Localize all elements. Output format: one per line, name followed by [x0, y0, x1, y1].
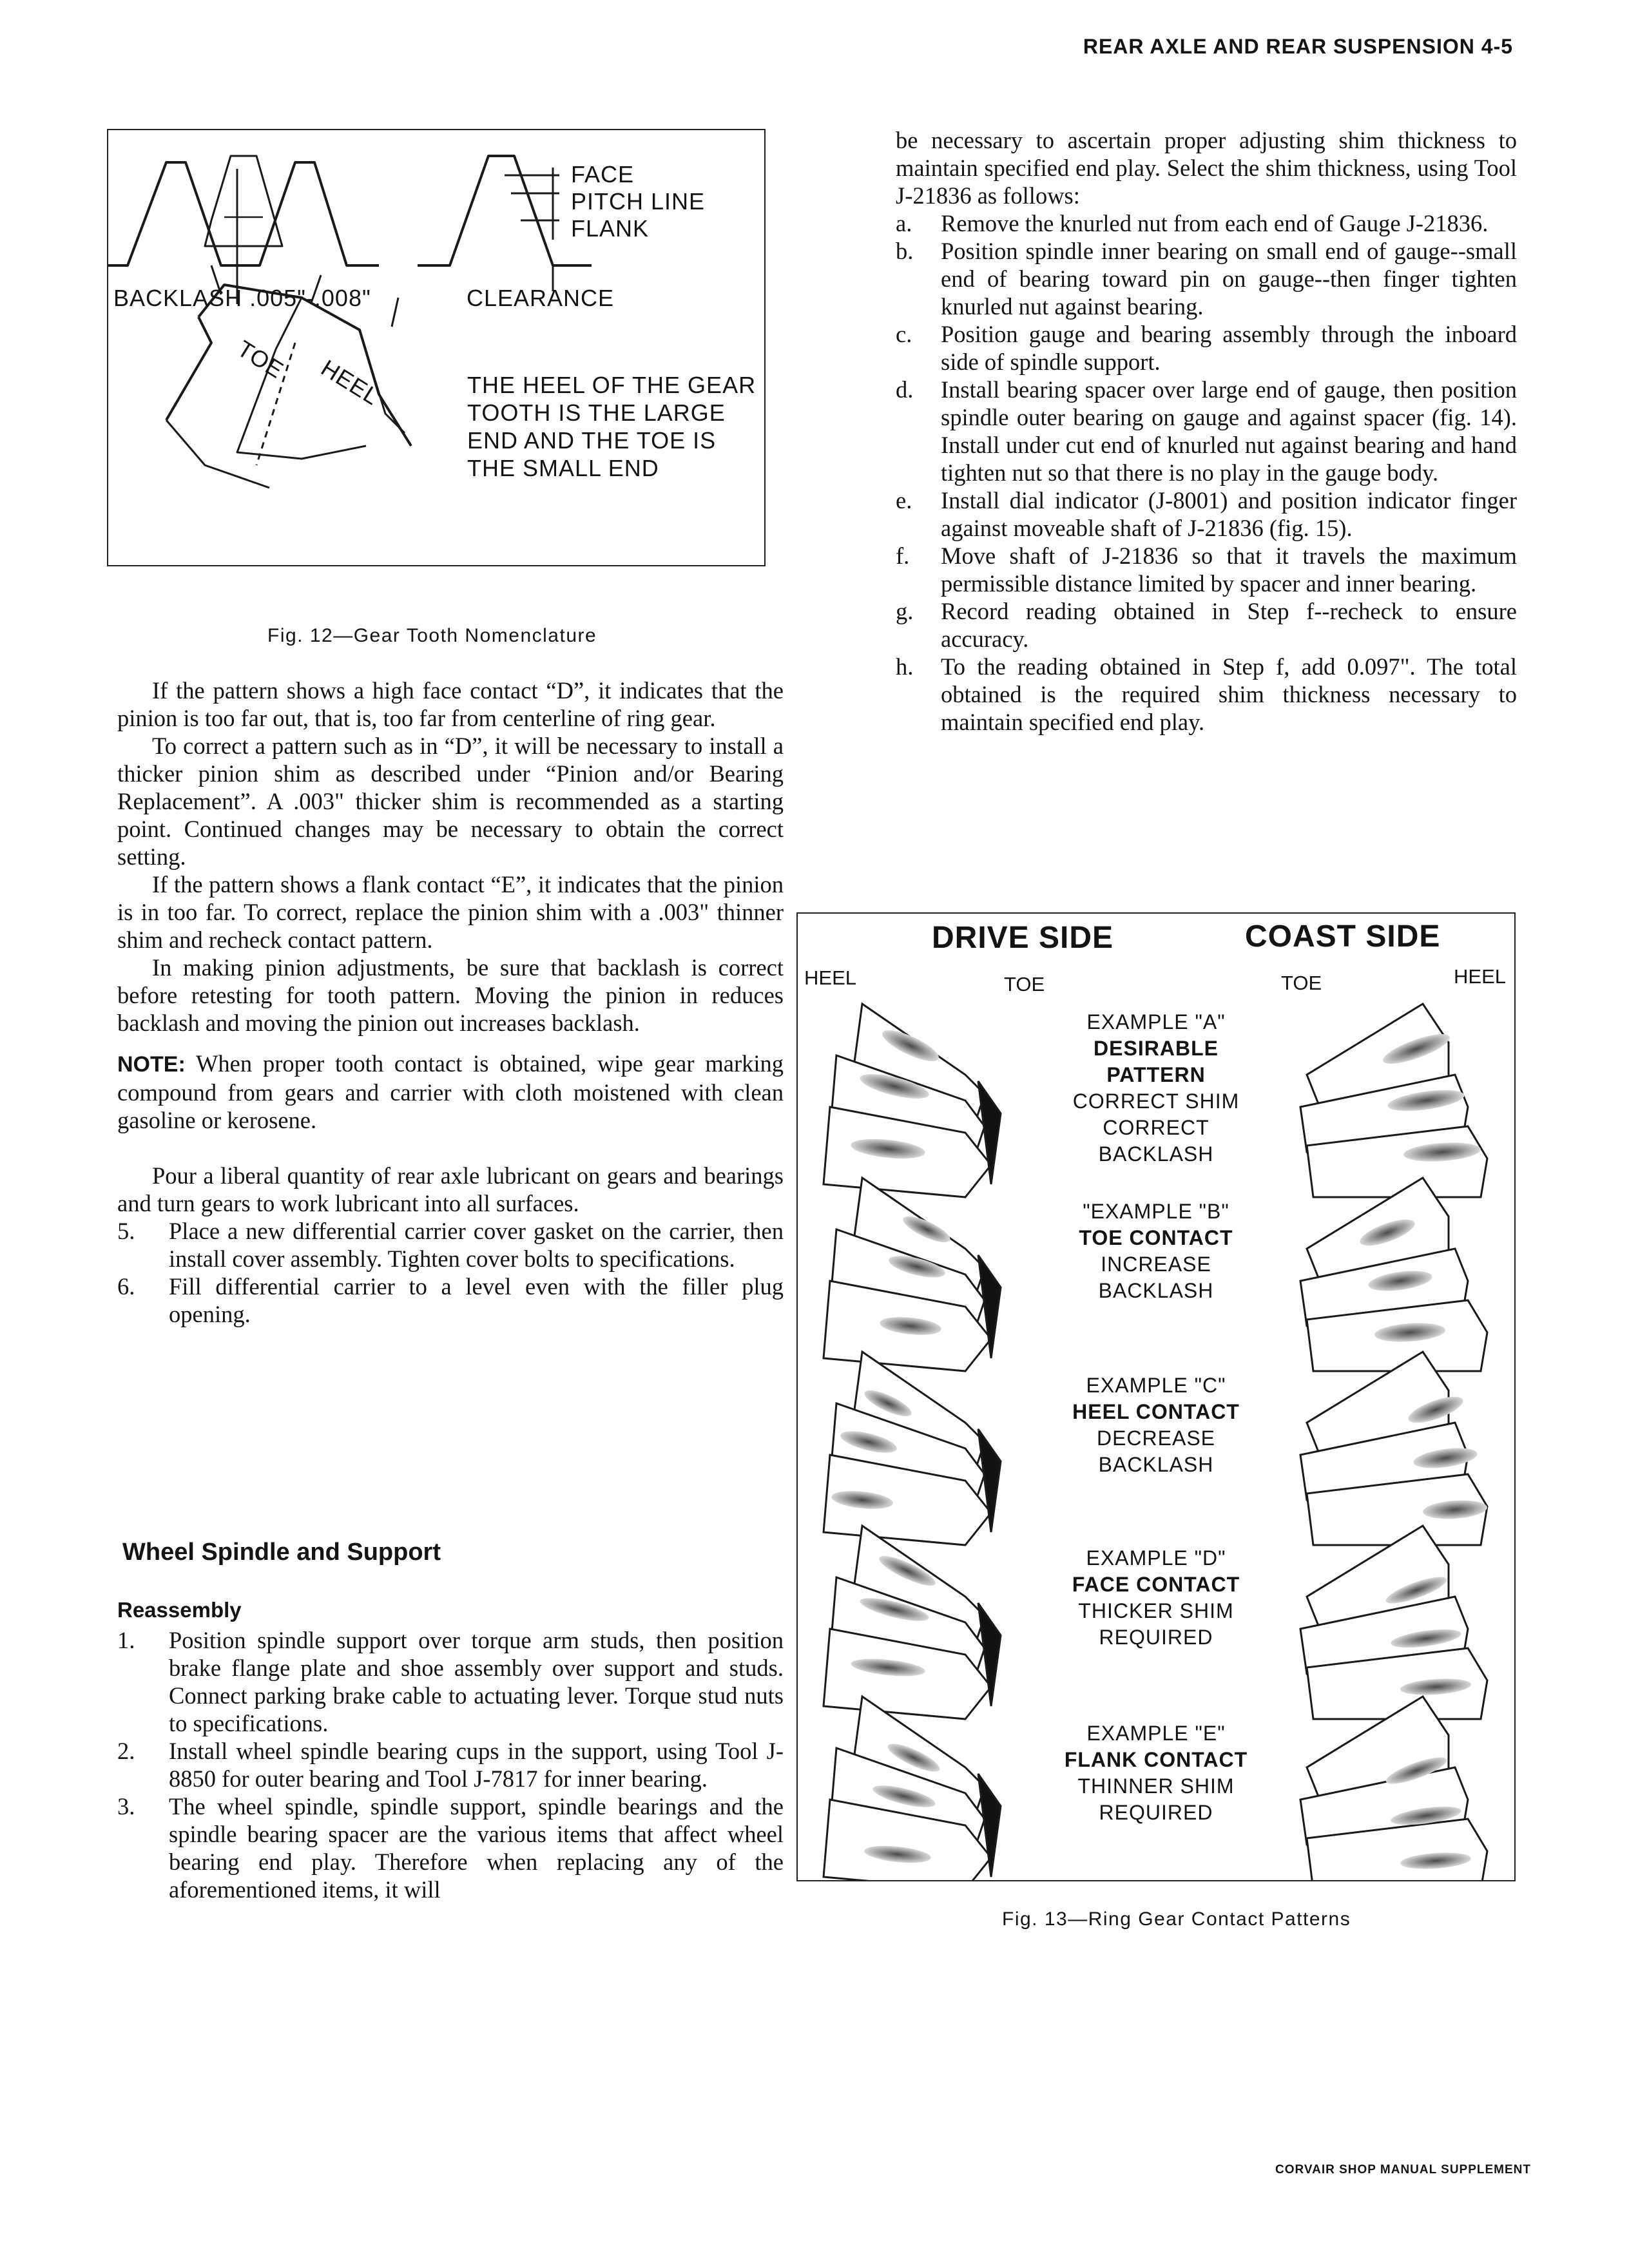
example-c-line: DECREASE BACKLASH: [1096, 1427, 1216, 1476]
example-a-name: EXAMPLE "A": [1086, 1010, 1226, 1033]
page-header: REAR AXLE AND REAR SUSPENSION 4-5: [1083, 35, 1513, 58]
heel-note-line-3: END AND THE TOE IS: [467, 427, 717, 454]
label-heel-coast: HEEL: [1454, 965, 1506, 988]
list-marker: d.: [896, 376, 914, 403]
label-toe-coast: TOE: [1281, 972, 1322, 994]
list-text: Position spindle support over torque arm studs, then position brake flange plate and shoe assembly over support and studs. Connect parking brake cable to actuating lever. Torque stud nuts to specifications.: [169, 1627, 784, 1736]
list-item: [117, 1737, 784, 1792]
list-marker: 2.: [117, 1738, 135, 1764]
label-heel-drive: HEEL: [804, 966, 856, 989]
example-b-pattern: TOE CONTACT: [1079, 1226, 1233, 1249]
figure-13-caption: Fig. 13—Ring Gear Contact Patterns: [1002, 1908, 1351, 1930]
paragraph: Pour a liberal quantity of rear axle lubricant on gears and bearings and turn gears to work lubricant into all surfaces.: [117, 1162, 784, 1216]
paragraph: To correct a pattern such as in “D”, it will be necessary to install a thicker pinion shim as described under “Pinion and/or Bearing Replacement”. A .003" thicker shim is recommended as a starting point. Continued changes may be necessary to obtain the correct setting.: [117, 733, 784, 870]
label-toe: TOE: [233, 335, 289, 384]
list-marker: e.: [896, 487, 912, 514]
reassembly-list: [117, 1626, 784, 1903]
note-label: NOTE:: [117, 1052, 186, 1077]
coast-side-title: COAST SIDE: [1245, 919, 1441, 954]
list-item: [896, 653, 1517, 736]
list-marker: 5.: [117, 1218, 135, 1244]
list-item: [117, 1792, 784, 1903]
label-backlash: BACKLASH .005"-.008": [113, 285, 371, 311]
list-marker: 3.: [117, 1793, 135, 1820]
list-item: [896, 320, 1517, 376]
example-e-name: EXAMPLE "E": [1086, 1722, 1226, 1745]
label-face: FACE: [571, 161, 635, 187]
label-heel: HEEL: [316, 354, 385, 410]
list-text: Install bearing spacer over large end of gauge, then position spindle outer bearing on gauge and against spacer (fig. 14). Install under cut end of knurled nut against bearing and hand tighten nut so that there is no play in the gauge body.: [941, 376, 1517, 486]
example-d-name: EXAMPLE "D": [1086, 1546, 1226, 1570]
paragraph: In making pinion adjustments, be sure that backlash is correct before retesting for tooth pattern. Moving the pinion in reduces backlash and moving the pinion out increases backlash.: [117, 954, 784, 1036]
example-c-name: EXAMPLE "C": [1086, 1374, 1226, 1397]
list-marker: f.: [896, 543, 910, 569]
list-item: [896, 237, 1517, 320]
left-column: [117, 677, 784, 1328]
example-e-pattern: FLANK CONTACT: [1064, 1748, 1248, 1771]
example-d-pattern: FACE CONTACT: [1072, 1573, 1240, 1596]
example-c-pattern: HEEL CONTACT: [1072, 1400, 1240, 1423]
example-a-line: CORRECT SHIM: [1072, 1090, 1240, 1113]
label-pitch-line: PITCH LINE: [571, 188, 706, 215]
heel-note-line-4: THE SMALL END: [467, 455, 659, 481]
drive-side-title: DRIVE SIDE: [932, 921, 1114, 955]
label-toe-drive: TOE: [1004, 973, 1045, 995]
paragraph: be necessary to ascertain proper adjusting shim thickness to maintain specified end play. Select the shim thickness, using Tool J-21836 as follows:: [896, 127, 1517, 209]
list-marker: g.: [896, 598, 914, 624]
page-footer: CORVAIR SHOP MANUAL SUPPLEMENT: [1275, 2163, 1531, 2177]
reassembly-column: [117, 1626, 784, 1903]
list-text: Record reading obtained in Step f--recheck to ensure accuracy.: [941, 598, 1517, 652]
list-item: [896, 597, 1517, 653]
note-paragraph: [117, 1050, 784, 1134]
figure-12-caption: Fig. 12—Gear Tooth Nomenclature: [267, 625, 597, 646]
example-a-pattern: DESIRABLE PATTERN: [1094, 1037, 1219, 1086]
paragraph: If the pattern shows a flank contact “E”, it indicates that the pinion is in too far. To correct, replace the pinion shim with a .003" thinner shim and recheck contact pattern.: [117, 871, 784, 953]
example-c: [1046, 1372, 1266, 1478]
example-e-line: THINNER SHIM: [1077, 1774, 1235, 1798]
list-marker: c.: [896, 321, 912, 347]
example-e-line: REQUIRED: [1099, 1801, 1213, 1824]
list-text: Position gauge and bearing assembly through the inboard side of spindle support.: [941, 321, 1517, 375]
list-item: [117, 1273, 784, 1328]
list-text: Fill differential carrier to a level even with the filler plug opening.: [169, 1273, 784, 1327]
list-item: [896, 209, 1517, 237]
label-flank: FLANK: [571, 215, 650, 242]
list-item: [117, 1217, 784, 1273]
list-text: Position spindle inner bearing on small end of gauge--small end of bearing toward pin on gauge--then finger tighten knurled nut against bearing.: [941, 238, 1517, 320]
gauge-step-list: [896, 209, 1517, 736]
list-text: Place a new differential carrier cover gasket on the carrier, then install cover assembly. Tighten cover bolts to specifications.: [169, 1218, 784, 1272]
example-d-line: THICKER SHIM: [1078, 1599, 1234, 1622]
example-b: [1046, 1198, 1266, 1304]
right-column: [896, 126, 1517, 736]
list-text: Install dial indicator (J-8001) and position indicator finger against moveable shaft of J-21836 (fig. 15).: [941, 487, 1517, 541]
list-marker: 6.: [117, 1273, 135, 1300]
example-d: [1046, 1545, 1266, 1651]
heel-note-line-2: TOOTH IS THE LARGE: [467, 399, 726, 426]
example-a: [1046, 1009, 1266, 1168]
figure-gear-tooth-nomenclature: [107, 129, 766, 566]
example-d-line: REQUIRED: [1099, 1626, 1213, 1649]
subsection-title: Reassembly: [117, 1598, 242, 1622]
figure-ring-gear-contact-patterns: [796, 912, 1516, 1881]
list-text: Install wheel spindle bearing cups in the support, using Tool J-8850 for outer bearing and Tool J-7817 for inner bearing.: [169, 1738, 784, 1792]
note-text: When proper tooth contact is obtained, wipe gear marking compound from gears and carrier with cloth moistened with clean gasoline or kerosene.: [117, 1050, 784, 1133]
example-b-name: "EXAMPLE "B": [1083, 1200, 1229, 1223]
example-e: [1046, 1720, 1266, 1826]
heel-note-line-1: THE HEEL OF THE GEAR: [467, 372, 757, 398]
section-title: Wheel Spindle and Support: [122, 1539, 441, 1566]
list-marker: b.: [896, 238, 914, 264]
list-item: [896, 542, 1517, 597]
list-item: [117, 1626, 784, 1737]
example-a-line: CORRECT BACKLASH: [1098, 1116, 1214, 1166]
list-text: The wheel spindle, spindle support, spindle bearings and the spindle bearing spacer are the various items that affect wheel bearing end play. Therefore when replacing any of the aforementioned items, it will: [169, 1793, 784, 1903]
list-text: Remove the knurled nut from each end of Gauge J-21836.: [941, 210, 1489, 236]
list-item: [896, 376, 1517, 486]
example-b-line: INCREASE BACKLASH: [1098, 1253, 1214, 1302]
list-item: [896, 486, 1517, 542]
label-clearance: CLEARANCE: [467, 285, 615, 311]
list-marker: 1.: [117, 1627, 135, 1653]
list-text: To the reading obtained in Step f, add 0.097". The total obtained is the required shim thickness necessary to maintain specified end play.: [941, 653, 1517, 735]
list-marker: h.: [896, 653, 914, 680]
list-text: Move shaft of J-21836 so that it travels the maximum permissible distance limited by spacer and inner bearing.: [941, 543, 1517, 597]
step-list: [117, 1217, 784, 1328]
paragraph: If the pattern shows a high face contact “D”, it indicates that the pinion is too far out, that is, too far from centerline of ring gear.: [117, 677, 784, 731]
list-marker: a.: [896, 210, 912, 236]
